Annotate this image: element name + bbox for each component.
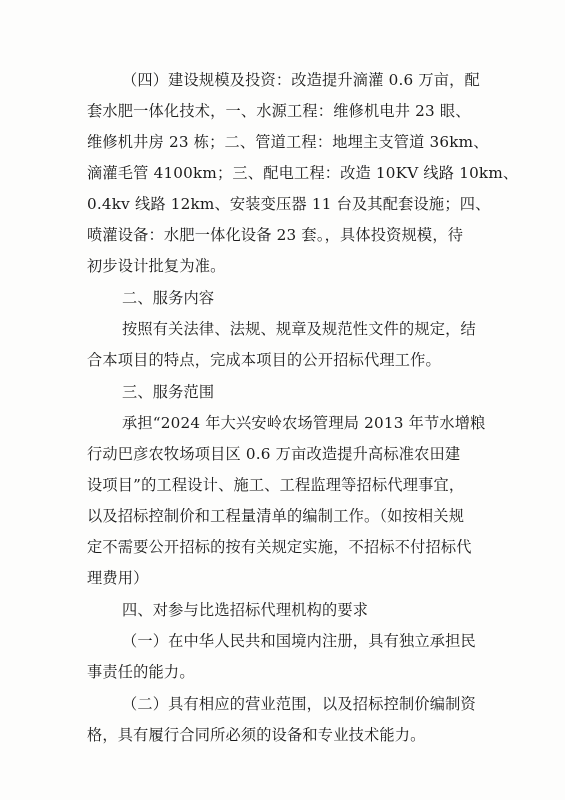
paragraph-requirement-1-line-2: 事责任的能力。 bbox=[87, 663, 195, 681]
paragraph-service-scope-line-1: 承担“2024 年大兴安岭农场管理局 2013 年节水增粮 bbox=[122, 414, 486, 432]
paragraph-scale-investment-line-3: 维修机井房 23 栋；二、管道工程：地埋主支管道 36km、 bbox=[87, 133, 489, 151]
paragraph-scale-investment-line-4: 滴灌毛管 4100km；三、配电工程：改造 10KV 线路 10km、 bbox=[87, 164, 519, 182]
paragraph-service-content-line-2: 合本项目的特点，完成本项目的公开招标代理工作。 bbox=[87, 351, 441, 369]
paragraph-scale-investment-line-7: 初步设计批复为准。 bbox=[87, 257, 226, 275]
paragraph-scale-investment-line-2: 套水肥一体化技术，一、水源工程：维修机电井 23 眼、 bbox=[87, 102, 471, 120]
paragraph-requirement-2-line-2: 格，具有履行合同所必须的设备和专业技术能力。 bbox=[87, 726, 426, 744]
paragraph-service-scope-line-2: 行动巴彦农牧场项目区 0.6 万亩改造提升高标准农田建 bbox=[87, 445, 461, 463]
paragraph-service-scope-line-4: 以及招标控制价和工程量清单的编制工作。（如按相关规 bbox=[87, 507, 465, 525]
paragraph-requirement-2-line-1: （二）具有相应的营业范围，以及招标控制价编制资 bbox=[122, 695, 476, 713]
paragraph-requirement-1-line-1: （一）在中华人民共和国境内注册，具有独立承担民 bbox=[122, 632, 476, 650]
section-heading-agency-requirements: 四、对参与比选招标代理机构的要求 bbox=[122, 601, 369, 619]
paragraph-scale-investment-line-5: 0.4kv 线路 12km、安装变压器 11 台及其配套设施；四、 bbox=[87, 195, 491, 213]
section-heading-service-scope: 三、服务范围 bbox=[122, 383, 215, 401]
paragraph-service-content-line-1: 按照有关法律、法规、规章及规范性文件的规定，结 bbox=[122, 320, 476, 338]
paragraph-service-scope-line-3: 设项目”的工程设计、施工、工程监理等招标代理事宜， bbox=[87, 476, 465, 494]
paragraph-scale-investment-line-1: （四）建设规模及投资：改造提升滴灌 0.6 万亩，配 bbox=[122, 71, 480, 89]
paragraph-service-scope-line-6: 理费用） bbox=[87, 569, 149, 587]
paragraph-service-scope-line-5: 定不需要公开招标的按有关规定实施，不招标不付招标代 bbox=[87, 538, 472, 556]
section-heading-service-content: 二、服务内容 bbox=[122, 289, 215, 307]
paragraph-scale-investment-line-6: 喷灌设备：水肥一体化设备 23 套。，具体投资规模，待 bbox=[87, 226, 464, 244]
